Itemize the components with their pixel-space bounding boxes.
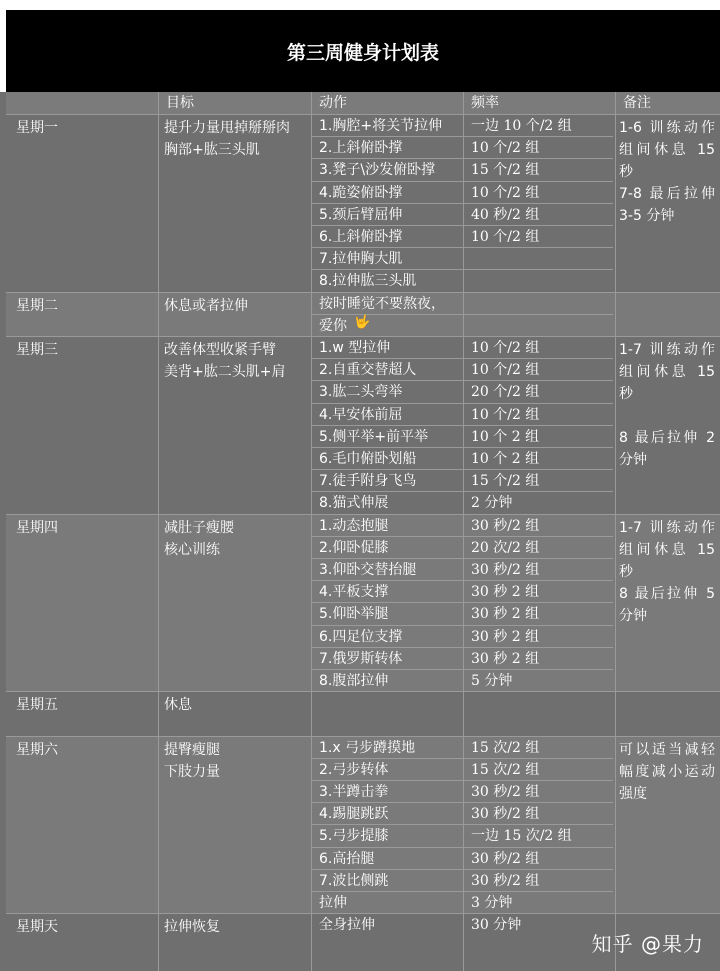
exercise-frequency: 15 次/2 组	[471, 761, 540, 778]
exercise-name: 3.肱二头弯举	[319, 384, 403, 401]
goal-text: 美背+肱二头肌+肩	[164, 364, 286, 380]
goal-text: 核心训练	[164, 541, 220, 558]
exercise-frequency: 10 个 2 组	[471, 451, 540, 467]
day-label: 星期一	[16, 120, 58, 136]
note-text: 可以适当减轻幅度减小运动强度	[619, 741, 715, 802]
exercise-name: 2.仰卧促膝	[319, 539, 389, 556]
note-text: 1-7 训练动作组间休息 15 秒	[619, 519, 715, 580]
exercise-frequency: 15 次/2 组	[471, 739, 540, 756]
row-divider	[6, 691, 720, 692]
header-goal: 目标	[166, 95, 194, 111]
exercise-frequency: 一边 10 个/2 组	[471, 118, 572, 134]
note-text: 8 最后拉伸 2 分钟	[619, 430, 715, 468]
table-header	[6, 92, 720, 114]
exercise-name: 爱你	[319, 317, 347, 334]
exercise-frequency: 10 个/2 组	[471, 184, 540, 201]
page-title: 第三周健身计划表	[6, 10, 720, 92]
exercise-frequency: 30 秒/2 组	[471, 806, 540, 823]
exercise-name: 2.弓步转体	[319, 761, 389, 778]
exercise-name: 按时睡觉不要熬夜，	[319, 295, 445, 312]
exercise-name: 1.胸腔+将关节拉伸	[319, 118, 443, 134]
day-block	[6, 691, 720, 735]
column-divider	[463, 92, 464, 971]
exercise-name: 4.平板支撑	[319, 584, 389, 601]
day-label: 星期五	[16, 697, 58, 714]
exercise-name: 1.动态抱腿	[319, 517, 389, 534]
column-divider	[311, 92, 312, 971]
header-action: 动作	[319, 95, 347, 111]
title-frame	[0, 0, 720, 92]
note-text: 8 最后拉伸 5 分钟	[619, 585, 715, 624]
exercise-frequency: 10 个/2 组	[471, 362, 540, 379]
exercise-frequency: 30 秒/2 组	[471, 784, 540, 800]
exercise-frequency: 30 秒/2 组	[471, 872, 540, 889]
exercise-frequency: 30 秒/2 组	[471, 562, 540, 578]
day-label: 星期四	[16, 519, 58, 536]
exercise-name: 5.弓步提膝	[319, 828, 389, 845]
exercise-frequency: 30 秒/2 组	[471, 517, 540, 534]
goal-text: 休息	[164, 697, 192, 714]
watermark: 知乎 @果力	[591, 932, 704, 956]
note-text: 7-8 最后拉伸 3-5 分钟	[619, 186, 715, 224]
exercise-frequency: 10 个/2 组	[471, 340, 540, 356]
exercise-name: 8.拉伸肱三头肌	[319, 273, 417, 290]
exercise-name: 拉伸	[319, 895, 347, 911]
exercise-frequency: 30 秒 2 组	[471, 584, 540, 601]
goal-text: 提升力量甩掉掰掰肉	[164, 120, 290, 136]
exercise-frequency: 3 分钟	[471, 895, 513, 911]
exercise-name: 4.早安体前屈	[319, 406, 403, 423]
column-divider	[158, 92, 159, 971]
exercise-name: 2.自重交替超人	[319, 362, 417, 379]
exercise-name: 3.凳子\沙发俯卧撑	[319, 162, 436, 179]
exercise-frequency: 20 次/2 组	[471, 539, 540, 556]
goal-text: 休息或者拉伸	[164, 297, 248, 314]
goal-text: 胸部+肱三头肌	[164, 142, 260, 158]
exercise-frequency: 30 秒 2 组	[471, 606, 540, 623]
love-hand-icon: 🤟	[354, 314, 371, 330]
exercise-name: 6.四足位支撑	[319, 628, 403, 645]
day-label: 星期天	[16, 919, 58, 936]
header-note: 备注	[623, 95, 651, 111]
exercise-name: 1.x 弓步蹲摸地	[319, 739, 416, 756]
exercise-name: 2.上斜俯卧撑	[319, 140, 403, 157]
header-freq: 频率	[471, 95, 499, 111]
exercise-name: 7.波比侧跳	[319, 872, 389, 889]
schedule-table	[6, 114, 720, 971]
exercise-frequency: 20 个/2 组	[471, 384, 540, 401]
exercise-name: 3.半蹲击拳	[319, 784, 389, 800]
goal-text: 减肚子瘦腰	[164, 519, 234, 536]
note-text: 1-6 训练动作组间休息 15 秒	[619, 120, 715, 180]
day-label: 星期六	[16, 741, 58, 758]
exercise-name: 6.高抬腿	[319, 850, 375, 867]
exercise-frequency: 10 个 2 组	[471, 428, 540, 445]
exercise-name: 7.拉伸胸大肌	[319, 251, 403, 268]
goal-text: 提臀瘦腿	[164, 741, 220, 758]
exercise-frequency: 30 秒 2 组	[471, 650, 540, 667]
exercise-name: 4.踢腿跳跃	[319, 806, 389, 823]
exercise-name: 8.腹部拉伸	[319, 673, 389, 689]
exercise-name: 7.俄罗斯转体	[319, 650, 403, 667]
exercise-frequency: 30 分钟	[471, 917, 522, 934]
exercise-frequency: 5 分钟	[471, 673, 513, 689]
exercise-frequency: 一边 15 次/2 组	[471, 828, 572, 845]
exercise-name: 7.徒手附身飞鸟	[319, 473, 417, 490]
exercise-frequency: 30 秒 2 组	[471, 628, 540, 645]
exercise-name: 6.上斜俯卧撑	[319, 229, 403, 245]
exercise-frequency: 40 秒/2 组	[471, 206, 540, 223]
goal-text: 拉伸恢复	[164, 919, 220, 936]
exercise-name: 3.仰卧交替抬腿	[319, 562, 417, 578]
exercise-frequency: 2 分钟	[471, 495, 513, 512]
column-divider	[615, 92, 616, 971]
day-label: 星期二	[16, 297, 58, 314]
exercise-name: 全身拉伸	[319, 917, 375, 934]
exercise-frequency: 10 个/2 组	[471, 140, 540, 157]
exercise-name: 5.仰卧举腿	[319, 606, 389, 623]
goal-text: 下肢力量	[164, 763, 220, 780]
exercise-name: 6.毛巾俯卧划船	[319, 451, 417, 467]
exercise-frequency: 30 秒/2 组	[471, 850, 540, 867]
exercise-name: 5.颈后臂屈伸	[319, 206, 403, 223]
exercise-frequency: 15 个/2 组	[471, 162, 540, 179]
exercise-frequency: 15 个/2 组	[471, 473, 540, 490]
exercise-name: 1.w 型拉伸	[319, 340, 391, 356]
exercise-name: 8.猫式伸展	[319, 495, 389, 512]
exercise-name: 5.侧平举+前平举	[319, 428, 429, 445]
note-text: 1-7 训练动作组间休息 15 秒	[619, 342, 715, 402]
day-label: 星期三	[16, 342, 58, 358]
exercise-frequency: 10 个/2 组	[471, 229, 540, 245]
goal-text: 改善体型收紧手臂	[164, 342, 276, 358]
exercise-name: 4.跪姿俯卧撑	[319, 184, 403, 201]
exercise-frequency: 10 个/2 组	[471, 406, 540, 423]
